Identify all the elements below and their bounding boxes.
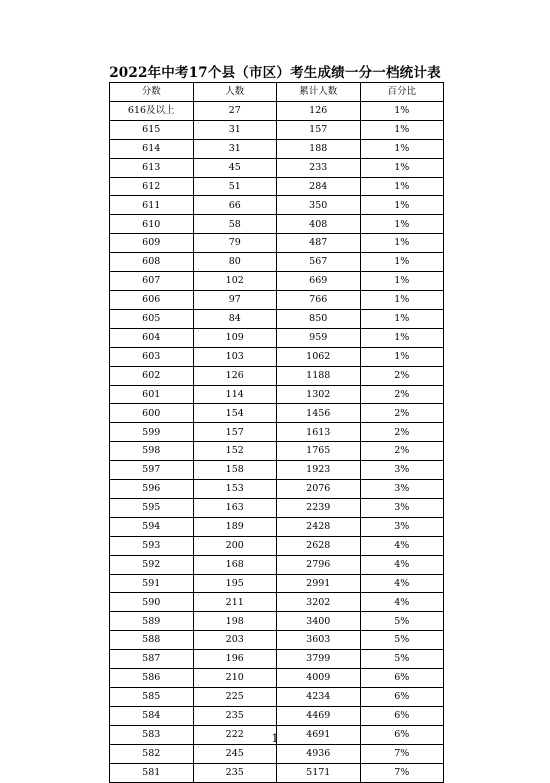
table-row — [110, 650, 444, 669]
cell-count: 196 — [193, 650, 277, 669]
table-row — [110, 574, 444, 593]
header-cumulative: 累计人数 — [277, 83, 361, 102]
cell-score: 605 — [110, 309, 194, 328]
cell-cumulative: 1613 — [277, 423, 361, 442]
cell-percent: 1% — [360, 253, 444, 272]
cell-count: 80 — [193, 253, 277, 272]
cell-count: 235 — [193, 706, 277, 725]
cell-cumulative: 350 — [277, 196, 361, 215]
cell-score: 595 — [110, 498, 194, 517]
table-row — [110, 366, 444, 385]
cell-cumulative: 4469 — [277, 706, 361, 725]
cell-percent: 6% — [360, 688, 444, 707]
cell-cumulative: 4009 — [277, 669, 361, 688]
cell-score: 606 — [110, 290, 194, 309]
cell-score: 584 — [110, 706, 194, 725]
cell-score: 602 — [110, 366, 194, 385]
table-row — [110, 461, 444, 480]
cell-score: 613 — [110, 158, 194, 177]
cell-percent: 1% — [360, 158, 444, 177]
cell-cumulative: 4234 — [277, 688, 361, 707]
cell-score: 603 — [110, 347, 194, 366]
cell-score: 600 — [110, 404, 194, 423]
cell-count: 114 — [193, 385, 277, 404]
table-row — [110, 555, 444, 574]
cell-cumulative: 157 — [277, 120, 361, 139]
cell-cumulative: 408 — [277, 215, 361, 234]
cell-percent: 1% — [360, 120, 444, 139]
table-row — [110, 706, 444, 725]
table-row — [110, 347, 444, 366]
cell-percent: 2% — [360, 385, 444, 404]
cell-score: 593 — [110, 536, 194, 555]
cell-score: 611 — [110, 196, 194, 215]
table-row — [110, 101, 444, 120]
cell-count: 157 — [193, 423, 277, 442]
cell-percent: 2% — [360, 404, 444, 423]
cell-count: 195 — [193, 574, 277, 593]
cell-score: 589 — [110, 612, 194, 631]
table-row — [110, 593, 444, 612]
cell-percent: 3% — [360, 461, 444, 480]
table-row — [110, 631, 444, 650]
header-score: 分数 — [110, 83, 194, 102]
cell-cumulative: 2239 — [277, 498, 361, 517]
cell-count: 126 — [193, 366, 277, 385]
cell-cumulative: 2628 — [277, 536, 361, 555]
page-number: 1 — [271, 732, 279, 745]
table-row — [110, 290, 444, 309]
cell-count: 152 — [193, 442, 277, 461]
header-percent: 百分比 — [360, 83, 444, 102]
table-row — [110, 385, 444, 404]
cell-count: 58 — [193, 215, 277, 234]
cell-cumulative: 188 — [277, 139, 361, 158]
cell-score: 588 — [110, 631, 194, 650]
cell-percent: 1% — [360, 139, 444, 158]
table-header-row — [110, 83, 444, 102]
cell-cumulative: 3799 — [277, 650, 361, 669]
cell-cumulative: 1302 — [277, 385, 361, 404]
cell-percent: 1% — [360, 290, 444, 309]
cell-score: 591 — [110, 574, 194, 593]
table-row — [110, 688, 444, 707]
cell-cumulative: 850 — [277, 309, 361, 328]
table-row — [110, 612, 444, 631]
cell-count: 189 — [193, 517, 277, 536]
cell-count: 51 — [193, 177, 277, 196]
cell-cumulative: 1188 — [277, 366, 361, 385]
cell-count: 200 — [193, 536, 277, 555]
cell-percent: 2% — [360, 442, 444, 461]
cell-percent: 7% — [360, 744, 444, 763]
table-row — [110, 480, 444, 499]
cell-percent: 1% — [360, 101, 444, 120]
cell-percent: 1% — [360, 234, 444, 253]
cell-percent: 1% — [360, 347, 444, 366]
table-row — [110, 536, 444, 555]
cell-percent: 5% — [360, 650, 444, 669]
table-row — [110, 328, 444, 347]
cell-score: 587 — [110, 650, 194, 669]
cell-percent: 7% — [360, 763, 444, 782]
cell-count: 225 — [193, 688, 277, 707]
cell-cumulative: 766 — [277, 290, 361, 309]
cell-cumulative: 959 — [277, 328, 361, 347]
cell-cumulative: 3202 — [277, 593, 361, 612]
cell-percent: 5% — [360, 612, 444, 631]
cell-cumulative: 1765 — [277, 442, 361, 461]
cell-count: 109 — [193, 328, 277, 347]
cell-count: 103 — [193, 347, 277, 366]
cell-count: 31 — [193, 139, 277, 158]
table-row — [110, 404, 444, 423]
table-row — [110, 423, 444, 442]
cell-cumulative: 233 — [277, 158, 361, 177]
table-row — [110, 517, 444, 536]
table-row — [110, 234, 444, 253]
table-row — [110, 215, 444, 234]
cell-score: 583 — [110, 725, 194, 744]
cell-score: 608 — [110, 253, 194, 272]
cell-cumulative: 567 — [277, 253, 361, 272]
cell-score: 609 — [110, 234, 194, 253]
score-table — [109, 82, 444, 783]
table-row — [110, 763, 444, 782]
cell-cumulative: 669 — [277, 272, 361, 291]
cell-count: 211 — [193, 593, 277, 612]
cell-cumulative: 1062 — [277, 347, 361, 366]
cell-cumulative: 126 — [277, 101, 361, 120]
header-count: 人数 — [193, 83, 277, 102]
cell-percent: 1% — [360, 177, 444, 196]
cell-percent: 1% — [360, 215, 444, 234]
cell-cumulative: 487 — [277, 234, 361, 253]
table-row — [110, 744, 444, 763]
table-row — [110, 196, 444, 215]
table-row — [110, 177, 444, 196]
table-row — [110, 272, 444, 291]
cell-count: 31 — [193, 120, 277, 139]
table-row — [110, 442, 444, 461]
cell-percent: 1% — [360, 272, 444, 291]
cell-count: 27 — [193, 101, 277, 120]
cell-score: 597 — [110, 461, 194, 480]
cell-percent: 4% — [360, 536, 444, 555]
cell-score: 614 — [110, 139, 194, 158]
cell-count: 163 — [193, 498, 277, 517]
table-row — [110, 669, 444, 688]
cell-score: 581 — [110, 763, 194, 782]
cell-percent: 2% — [360, 366, 444, 385]
page-title: 2022年中考17个县（市区）考生成绩一分一档统计表 — [109, 65, 441, 81]
cell-score: 582 — [110, 744, 194, 763]
cell-cumulative: 5171 — [277, 763, 361, 782]
cell-cumulative: 2428 — [277, 517, 361, 536]
cell-score: 601 — [110, 385, 194, 404]
cell-score: 610 — [110, 215, 194, 234]
cell-count: 158 — [193, 461, 277, 480]
cell-percent: 1% — [360, 309, 444, 328]
cell-cumulative: 1456 — [277, 404, 361, 423]
cell-score: 612 — [110, 177, 194, 196]
cell-count: 235 — [193, 763, 277, 782]
cell-cumulative: 4936 — [277, 744, 361, 763]
cell-score: 616及以上 — [110, 101, 194, 120]
cell-count: 97 — [193, 290, 277, 309]
cell-count: 66 — [193, 196, 277, 215]
cell-score: 598 — [110, 442, 194, 461]
cell-percent: 6% — [360, 725, 444, 744]
cell-score: 604 — [110, 328, 194, 347]
table-body — [110, 101, 444, 782]
cell-score: 586 — [110, 669, 194, 688]
cell-cumulative: 3400 — [277, 612, 361, 631]
cell-cumulative: 2796 — [277, 555, 361, 574]
cell-percent: 3% — [360, 517, 444, 536]
cell-score: 594 — [110, 517, 194, 536]
cell-percent: 3% — [360, 498, 444, 517]
cell-score: 585 — [110, 688, 194, 707]
cell-percent: 4% — [360, 574, 444, 593]
cell-count: 153 — [193, 480, 277, 499]
cell-percent: 4% — [360, 593, 444, 612]
cell-percent: 3% — [360, 480, 444, 499]
table-row — [110, 498, 444, 517]
cell-count: 198 — [193, 612, 277, 631]
table-row — [110, 253, 444, 272]
cell-cumulative: 2076 — [277, 480, 361, 499]
cell-score: 592 — [110, 555, 194, 574]
cell-count: 203 — [193, 631, 277, 650]
cell-score: 599 — [110, 423, 194, 442]
cell-count: 210 — [193, 669, 277, 688]
cell-count: 168 — [193, 555, 277, 574]
cell-count: 222 — [193, 725, 277, 744]
cell-percent: 1% — [360, 328, 444, 347]
cell-score: 607 — [110, 272, 194, 291]
table-row — [110, 309, 444, 328]
cell-cumulative: 4691 — [277, 725, 361, 744]
cell-count: 84 — [193, 309, 277, 328]
cell-cumulative: 1923 — [277, 461, 361, 480]
cell-count: 102 — [193, 272, 277, 291]
table-row — [110, 158, 444, 177]
table-row — [110, 120, 444, 139]
cell-score: 596 — [110, 480, 194, 499]
cell-count: 79 — [193, 234, 277, 253]
cell-percent: 2% — [360, 423, 444, 442]
cell-percent: 6% — [360, 706, 444, 725]
table-row — [110, 139, 444, 158]
cell-count: 245 — [193, 744, 277, 763]
cell-cumulative: 284 — [277, 177, 361, 196]
cell-percent: 1% — [360, 196, 444, 215]
cell-percent: 5% — [360, 631, 444, 650]
cell-score: 615 — [110, 120, 194, 139]
cell-cumulative: 2991 — [277, 574, 361, 593]
cell-score: 590 — [110, 593, 194, 612]
cell-percent: 6% — [360, 669, 444, 688]
cell-percent: 4% — [360, 555, 444, 574]
cell-count: 154 — [193, 404, 277, 423]
cell-count: 45 — [193, 158, 277, 177]
cell-cumulative: 3603 — [277, 631, 361, 650]
